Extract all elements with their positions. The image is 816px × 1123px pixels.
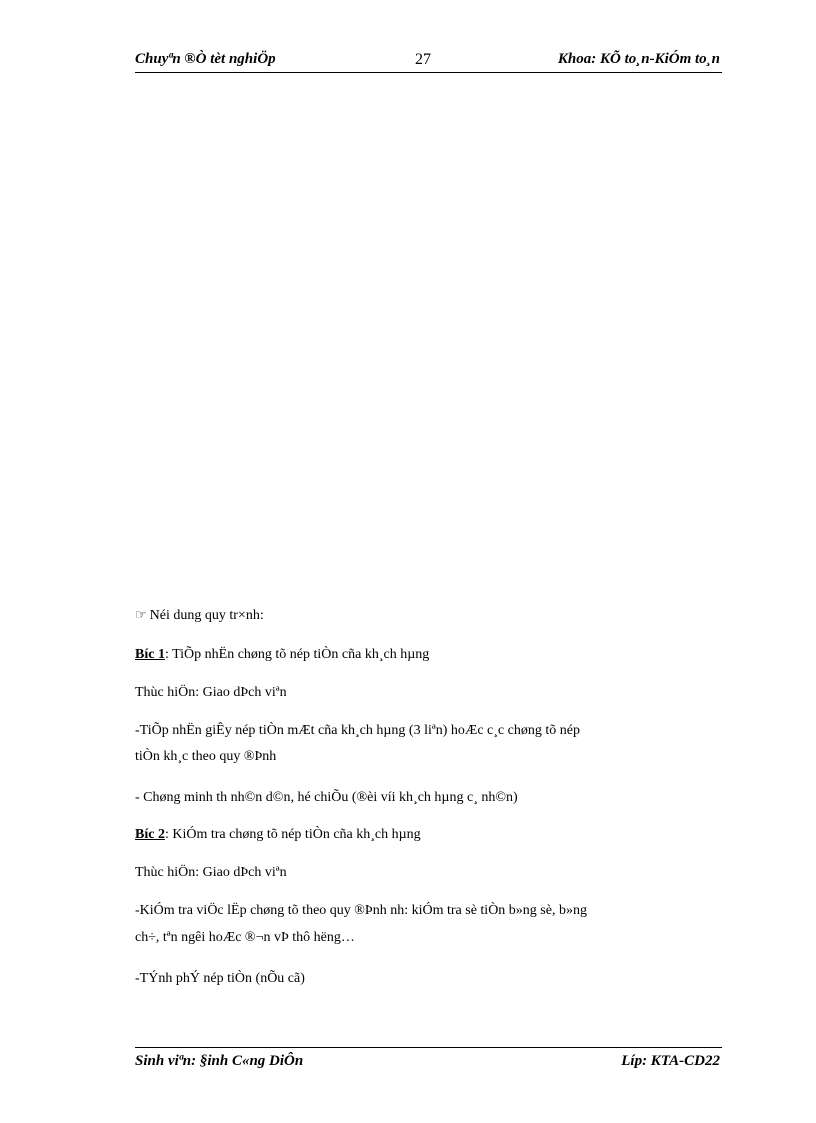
page-header [135,48,722,73]
step-1-performer: Thùc hiÖn: Giao dÞch viªn [135,685,287,700]
step-1-text: : TiÕp nhËn chøng tõ nép tiÒn cña kh¸ch hµng [164,647,430,662]
step-2-heading [135,826,421,844]
step-2-text: : KiÓm tra chøng tõ nép tiÒn cña kh¸ch hµng [164,827,421,842]
step-1-item-1-line-1: -TiÕp nhËn giÊy nép tiÒn mÆt cña kh¸ch hµng (3 liªn) hoÆc c¸c chøng tõ nép [135,723,580,738]
header-faculty: Khoa: KÕ to¸n-KiÓm to¸n [557,51,720,67]
step-2-performer: Thùc hiÖn: Giao dÞch viªn [135,865,287,880]
pointing-hand-icon: ☞ [135,607,147,622]
footer-student: Sinh viªn: §inh C«ng DiÔn [135,1053,304,1069]
footer-class: Líp: KTA-CD22 [621,1053,720,1069]
step-2-item-1-line-1: -KiÓm tra viÖc lËp chøng tõ theo quy ®Þnh nh: kiÓm tra sè tiÒn b»ng sè, b»ng [135,903,587,918]
page-footer [135,1047,722,1074]
section-heading [135,606,264,625]
step-1-item-1-line-2: tiÒn kh¸c theo quy ®Þnh [135,749,277,764]
step-1-label: Bíc 1 [135,647,165,662]
header-title: Chuyªn ®Ò tèt nghiÖp [135,51,276,67]
step-1-heading [135,646,429,664]
step-1-item-2: - Chøng minh th nh©n d©n, hé chiÕu (®èi víi kh¸ch hµng c¸ nh©n) [135,790,518,805]
step-2-item-2: -TÝnh phÝ nép tiÒn (nÕu cã) [135,971,305,986]
page-number: 27 [415,51,431,68]
step-2-item-1-line-2: ch÷, tªn ngêi hoÆc ®¬n vÞ thô hëng… [135,930,355,945]
section-title: Néi dung quy tr×nh: [149,608,264,623]
step-2-label: Bíc 2 [135,827,165,842]
